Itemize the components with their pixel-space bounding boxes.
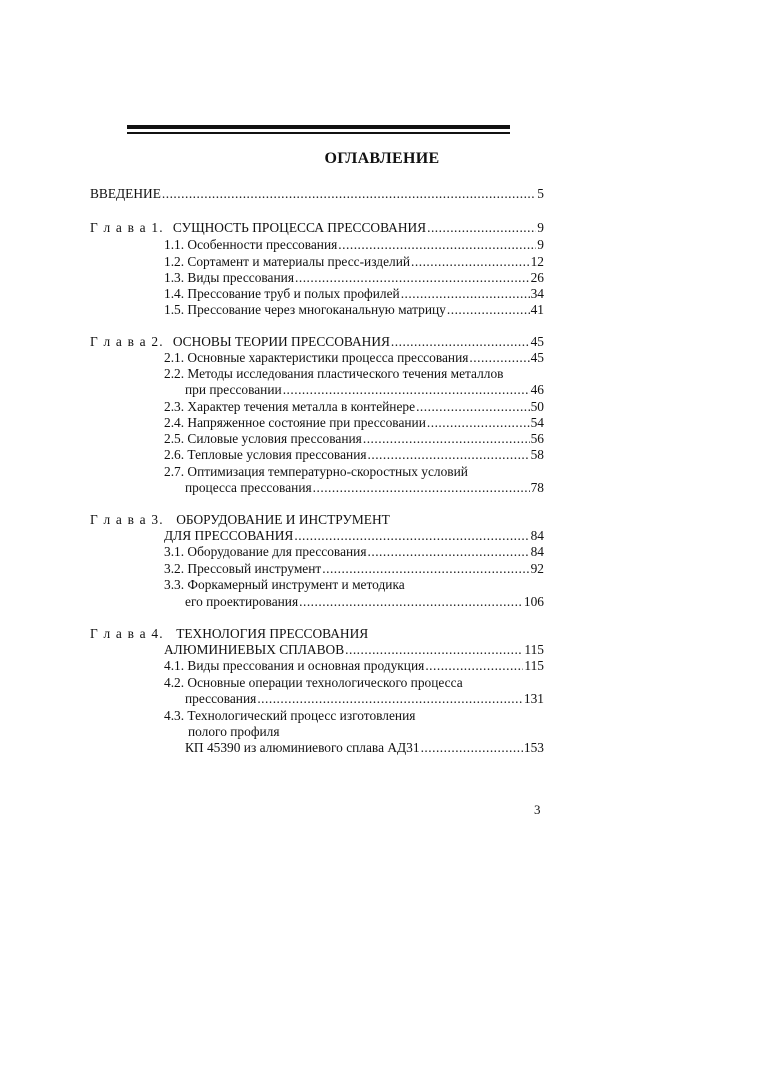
section-label: 3.1. Оборудование для прессования	[164, 544, 367, 559]
toc-entry-page: 84	[530, 528, 544, 543]
toc-section-4-2	[185, 690, 544, 707]
toc-section-4-2-label: 4.2. Основные операции технологического процесса	[164, 675, 463, 690]
leader-dots	[257, 690, 523, 707]
leader-dots	[469, 349, 529, 366]
leader-dots	[338, 236, 536, 253]
section-label: 1.5. Прессование через многоканальную матрицу	[164, 302, 446, 317]
toc-section-1-1	[164, 236, 544, 253]
toc-section-2-2-label: 2.2. Методы исследования пластического течения металлов	[164, 366, 504, 381]
section-label: 2.5. Силовые условия прессования	[164, 431, 362, 446]
leader-dots	[427, 414, 530, 431]
toc-section-2-7	[185, 479, 544, 496]
section-label: 1.1. Особенности прессования	[164, 237, 338, 252]
toc-section-1-5	[164, 301, 544, 318]
header-rule-thick	[127, 125, 510, 129]
toc-chapter-4	[164, 641, 544, 658]
toc-entry-page: 45	[530, 350, 544, 365]
leader-dots	[411, 253, 530, 270]
section-label: 1.3. Виды прессования	[164, 270, 294, 285]
leader-dots	[401, 285, 530, 302]
leader-dots	[425, 657, 523, 674]
toc-section-2-6	[164, 446, 544, 463]
toc-chapter-3-heading	[90, 511, 390, 528]
leader-dots	[322, 560, 529, 577]
toc-entry-page: 58	[530, 447, 544, 462]
toc-entry-page: 106	[523, 594, 544, 609]
leader-dots	[299, 593, 523, 610]
toc-entry-page: 12	[530, 254, 544, 269]
toc-section-3-3-label: 3.3. Форкамерный инструмент и методика	[164, 577, 405, 592]
toc-section-4-3-label: 4.3. Технологический процесс изготовления	[164, 708, 416, 723]
leader-dots	[368, 446, 530, 463]
toc-entry-page: 56	[530, 431, 544, 446]
section-label-cont: его проектирования	[185, 594, 299, 609]
toc-section-3-1	[164, 543, 544, 560]
leader-dots	[421, 739, 523, 756]
toc-section-4-1	[164, 657, 544, 674]
toc-chapter-1	[90, 219, 544, 236]
section-label: 2.1. Основные характеристики процесса прессования	[164, 350, 469, 365]
toc-entry-page: 115	[524, 642, 544, 657]
section-label: 2.6. Тепловые условия прессования	[164, 447, 367, 462]
leader-dots	[294, 527, 529, 544]
toc-section-2-5	[164, 430, 544, 447]
toc-section-2-1	[164, 349, 544, 366]
chapter-title-cont: ДЛЯ ПРЕССОВАНИЯ	[164, 528, 294, 543]
toc-section-2-3	[164, 398, 544, 415]
leader-dots	[363, 430, 530, 447]
section-label: 3.2. Прессовый инструмент	[164, 561, 322, 576]
leader-dots	[295, 269, 530, 286]
toc-entry-page: 78	[530, 480, 544, 495]
toc-title: ОГЛАВЛЕНИЕ	[324, 150, 440, 167]
section-label-cont: прессования	[185, 691, 257, 706]
chapter-title: ТЕХНОЛОГИЯ ПРЕССОВАНИЯ	[176, 626, 369, 641]
leader-dots	[313, 479, 530, 496]
chapter-prefix: Г л а в а 1.	[90, 220, 164, 235]
toc-entry-page: 50	[530, 399, 544, 414]
toc-section-1-3	[164, 269, 544, 286]
toc-section-4-3	[185, 739, 544, 756]
section-label-cont: при прессовании	[185, 382, 282, 397]
leader-dots	[391, 333, 530, 350]
toc-section-1-4	[164, 285, 544, 302]
chapter-title: ОСНОВЫ ТЕОРИИ ПРЕССОВАНИЯ	[172, 334, 390, 349]
section-label: 1.4. Прессование труб и полых профилей	[164, 286, 400, 301]
leader-dots	[427, 219, 536, 236]
toc-entry-page: 5	[537, 186, 544, 201]
toc-section-3-3	[185, 593, 544, 610]
toc-entry-page: 115	[524, 658, 544, 673]
chapter-title: СУЩНОСТЬ ПРОЦЕССА ПРЕССОВАНИЯ	[172, 220, 427, 235]
toc-entry-page: 9	[537, 220, 544, 235]
toc-chapter-4-heading	[90, 625, 368, 642]
leader-dots	[162, 185, 536, 202]
toc-entry-page: 34	[530, 286, 544, 301]
leader-dots	[447, 301, 530, 318]
chapter-title: ОБОРУДОВАНИЕ И ИНСТРУМЕНТ	[176, 512, 390, 527]
toc-entry-page: 41	[530, 302, 544, 317]
toc-entry-page: 92	[530, 561, 544, 576]
section-label-cont: процесса прессования	[185, 480, 312, 495]
toc-section-1-2	[164, 253, 544, 270]
chapter-prefix: Г л а в а 3.	[90, 512, 164, 527]
section-label-cont: КП 45390 из алюминиевого сплава АД31	[185, 740, 420, 755]
toc-entry-page: 54	[530, 415, 544, 430]
leader-dots	[345, 641, 523, 658]
section-label: 4.1. Виды прессования и основная продукция	[164, 658, 425, 673]
toc-section-2-2	[185, 381, 544, 398]
toc-entry-page: 26	[530, 270, 544, 285]
leader-dots	[368, 543, 530, 560]
toc-entry-page: 153	[523, 740, 544, 755]
toc-section-2-4	[164, 414, 544, 431]
chapter-prefix: Г л а в а 2.	[90, 334, 164, 349]
leader-dots	[283, 381, 530, 398]
leader-dots	[416, 398, 530, 415]
section-label: 1.2. Сортамент и материалы пресс-изделий	[164, 254, 411, 269]
chapter-title-cont: АЛЮМИНИЕВЫХ СПЛАВОВ	[164, 642, 345, 657]
toc-entry-page: 46	[530, 382, 544, 397]
chapter-prefix: Г л а в а 4.	[90, 626, 164, 641]
page-number: 3	[534, 802, 541, 817]
section-label: 2.4. Напряженное состояние при прессовании	[164, 415, 426, 430]
toc-section-4-3-label-cont: полого профиля	[188, 724, 280, 739]
toc-entry-intro	[90, 185, 544, 202]
toc-section-3-2	[164, 560, 544, 577]
section-label: 2.3. Характер течения металла в контейнере	[164, 399, 416, 414]
toc-section-2-7-label: 2.7. Оптимизация температурно-скоростных условий	[164, 464, 468, 479]
header-rule-thin	[127, 132, 510, 134]
toc-entry-page: 9	[537, 237, 544, 252]
toc-entry-page: 131	[523, 691, 544, 706]
toc-entry-page: 84	[530, 544, 544, 559]
toc-chapter-3	[164, 527, 544, 544]
toc-chapter-2	[90, 333, 544, 350]
toc-entry-page: 45	[530, 334, 544, 349]
toc-entry-label: ВВЕДЕНИЕ	[90, 186, 161, 201]
